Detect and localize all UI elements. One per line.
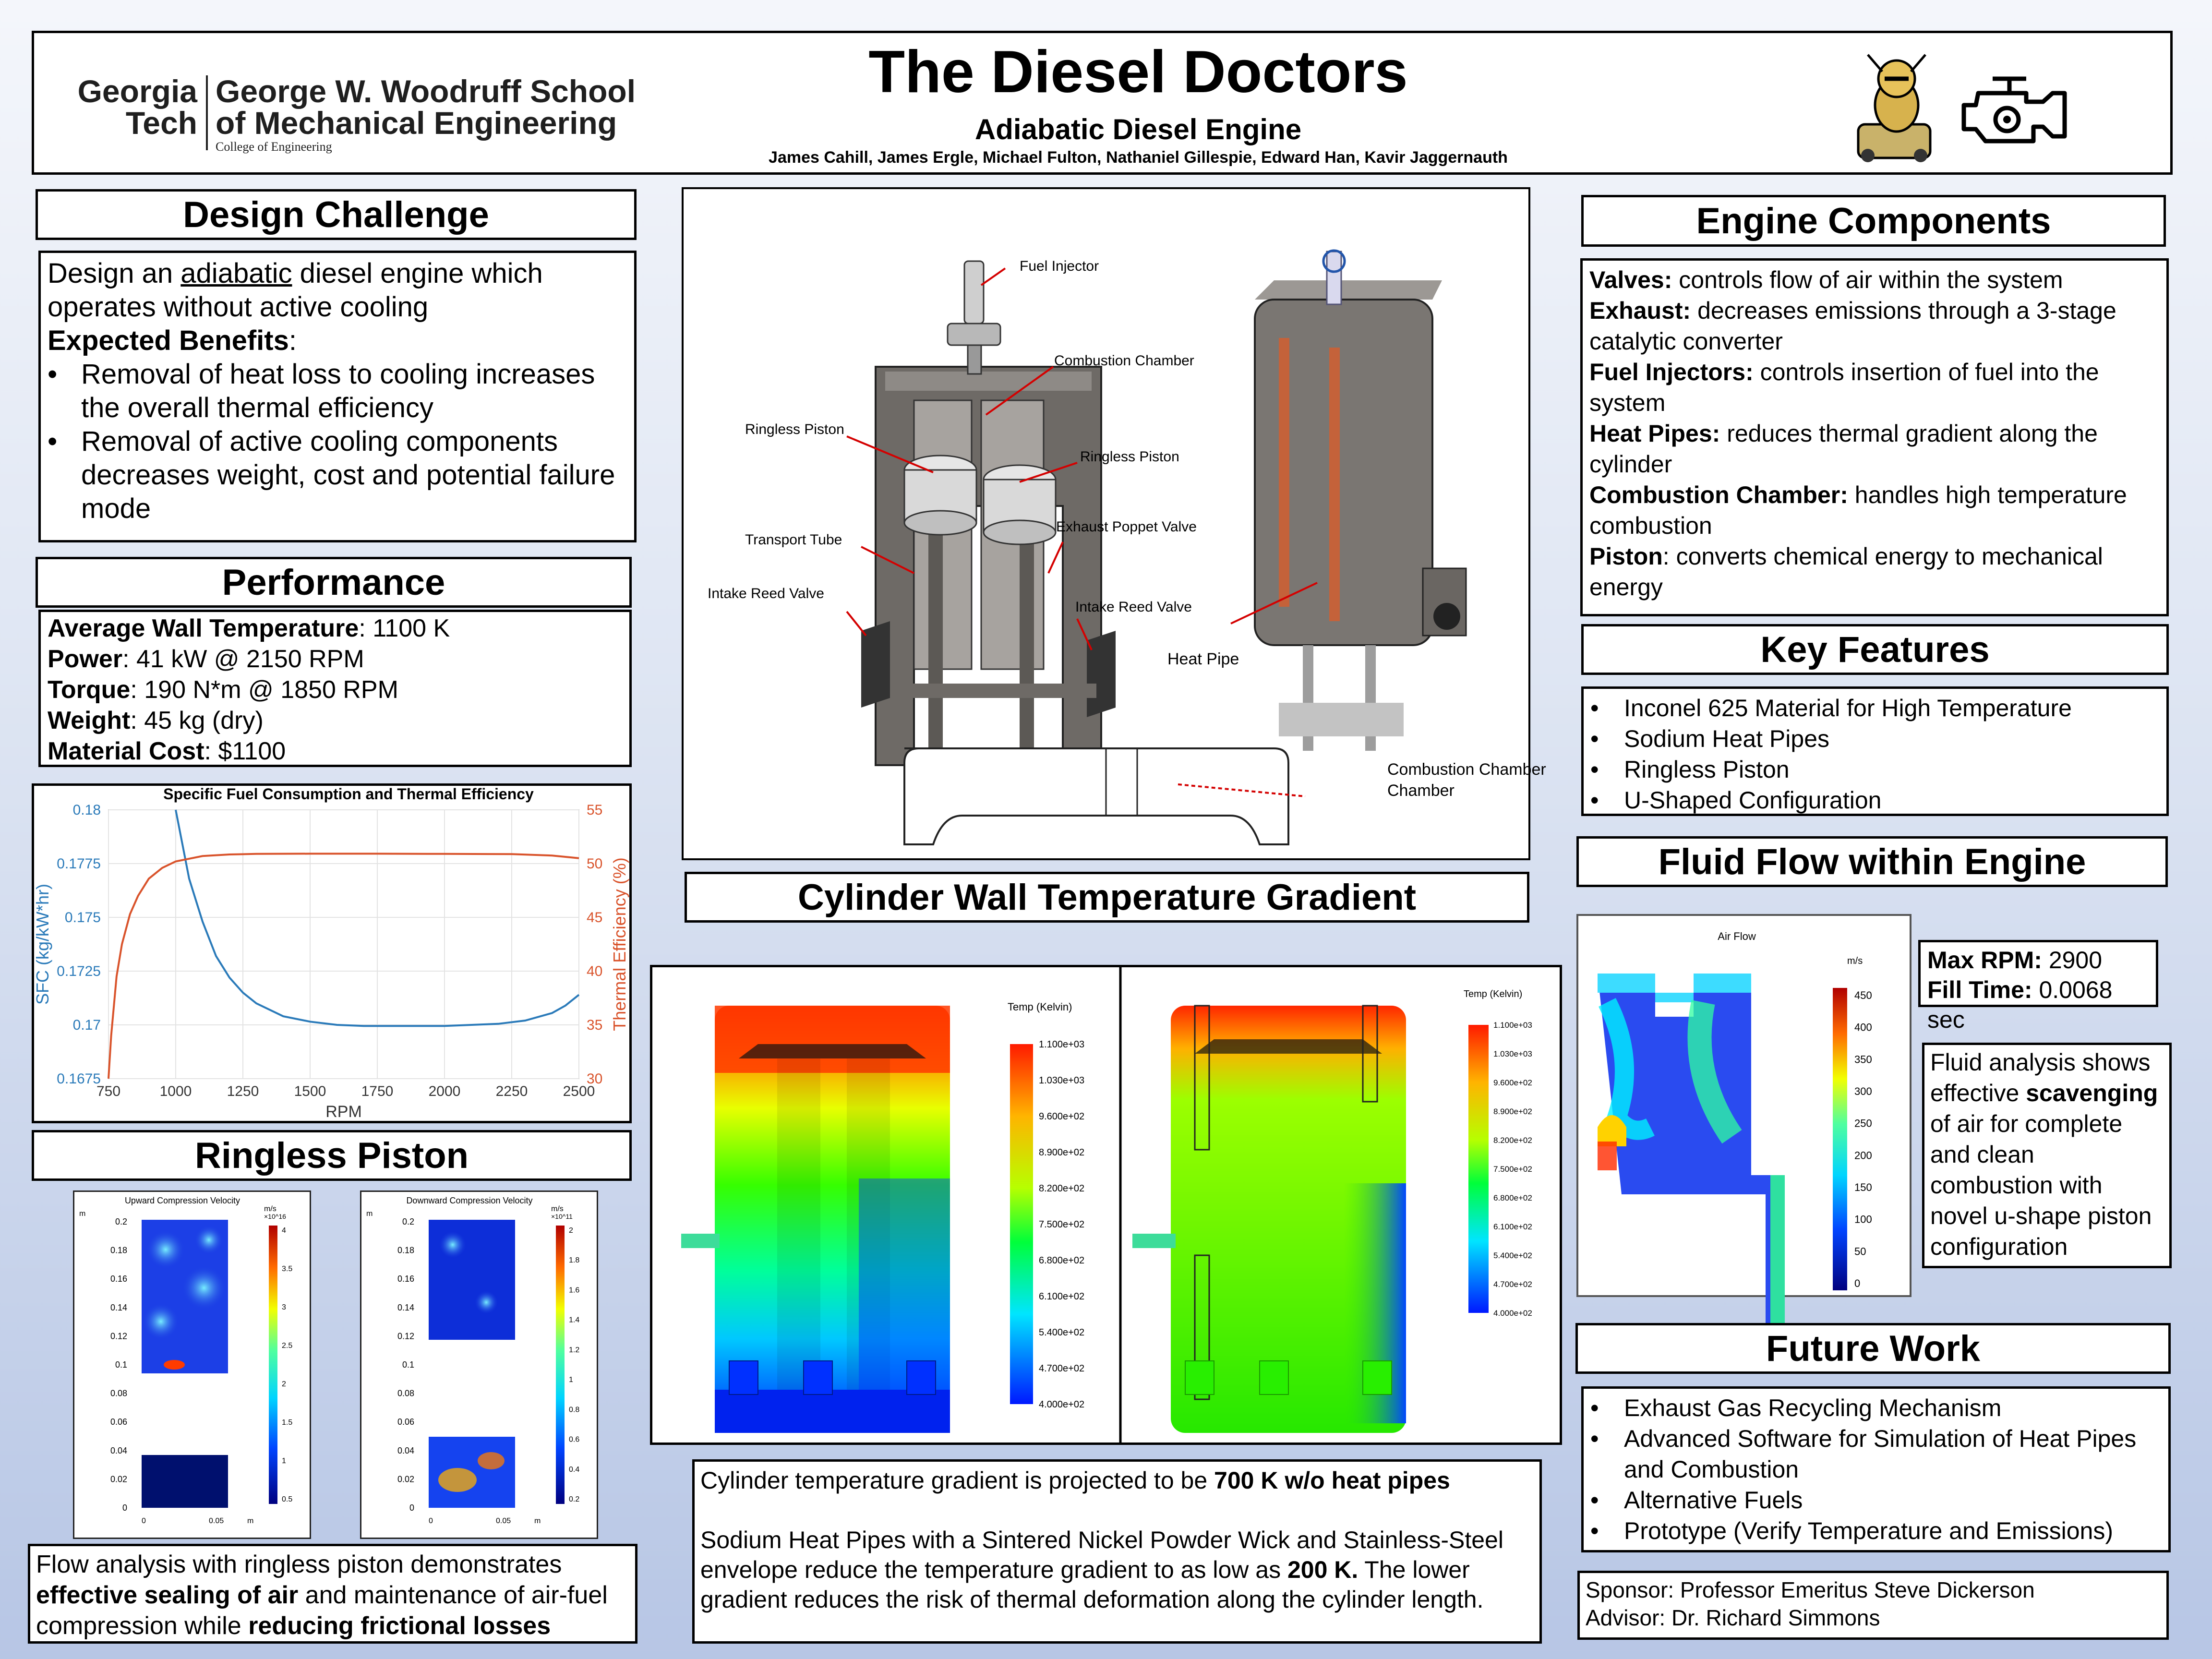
piston-gap [142,1373,228,1455]
list-item: • U-Shaped Configuration [1624,785,2160,816]
comp-text: reduces thermal gradient along the cylinder [1589,420,2098,478]
college-name: College of Engineering [216,140,332,154]
y-tick-label-right: 55 [587,802,603,818]
features-heading: Key Features [1581,624,2169,675]
plot-title: Air Flow [1718,930,1756,942]
scale-tick: 1 [569,1376,573,1384]
engine-cutaway [861,261,1116,765]
engine-exterior [1255,251,1466,751]
temp-scale-tick: 1.100e+03 [1039,1039,1085,1050]
temp-scale-tick: 8.200e+02 [1493,1136,1532,1145]
air-scale-tick: 400 [1854,1021,1872,1034]
scale-tick: 0.2 [569,1495,580,1503]
air-flow-plot [1576,914,1911,1297]
ringless-heading: Ringless Piston [32,1130,632,1181]
y-tick: 0.1 [115,1360,127,1370]
y-tick: 0.16 [110,1274,127,1284]
axis-unit: m [247,1517,254,1525]
sfc-efficiency-chart [34,786,629,1121]
design-challenge-heading: Design Challenge [36,189,637,240]
components-box [1580,258,2169,616]
plot-area [108,810,579,1079]
temp-scale-tick: 8.900e+02 [1039,1147,1085,1158]
grad-text1-a: Cylinder temperature gradient is projected to be [700,1467,1214,1494]
y-axis-label-left: SFC (kg/kW*hr) [33,884,52,1005]
heatpipe-model [1132,1006,1406,1433]
list-item: • Removal of heat loss to cooling increases the overall thermal efficiency [81,358,627,425]
air-scale-tick: 100 [1854,1213,1872,1226]
scale-tick: 2 [569,1226,573,1235]
legend-title: Temp (Kelvin) [1008,1001,1072,1013]
axis-unit: m [79,1210,86,1218]
x-tick: 0 [142,1517,146,1525]
engine-icon [1959,74,2069,156]
y-tick-label-right: 40 [587,963,603,979]
y-tick: 0.2 [115,1217,127,1226]
list-item: • Prototype (Verify Temperature and Emissions) [1624,1515,2162,1546]
temp-scale-tick: 6.800e+02 [1039,1255,1085,1266]
x-tick: 0 [429,1517,433,1525]
cad-label-chamber-line2: Chamber [1387,781,1455,800]
x-tick: 0.05 [209,1517,224,1525]
scale-unit: m/s [1847,956,1863,966]
list-item: • Removal of active cooling components decreases weight, cost and potential failure mode [81,425,627,526]
temp-scale-tick: 4.700e+02 [1039,1363,1085,1374]
scale-tick: 1.5 [282,1419,293,1427]
list-item: • Inconel 625 Material for High Temperature [1624,693,2160,723]
scale-tick: 3.5 [282,1265,293,1273]
cad-label-exhaust-poppet-valve: Exhaust Poppet Valve [1056,519,1197,535]
temp-scale-tick: 6.800e+02 [1493,1193,1532,1202]
temp-scale-tick: 1.100e+03 [1493,1021,1532,1030]
scale-tick: 0.4 [569,1465,580,1474]
perf-value: : 41 kW @ 2150 RPM [122,645,364,673]
comp-label: Combustion Chamber: [1589,481,1848,508]
no-heatpipe-model [681,1006,950,1433]
scale-tick: 0.6 [569,1435,580,1444]
scale-tick: 3 [282,1303,286,1311]
list-item: • Alternative Fuels [1624,1485,2162,1515]
temp-scale-tick: 9.600e+02 [1493,1078,1532,1087]
cad-label-heat-pipe: Heat Pipe [1167,650,1239,668]
caption-c: and maintenance of air-fuel compression while [36,1581,608,1640]
air-scale-tick: 200 [1854,1149,1872,1162]
temp-scale-tick: 7.500e+02 [1493,1165,1532,1174]
legend-title: Temp (Kelvin) [1464,989,1523,999]
fluid-desc-a: Fluid analysis shows effective [1930,1049,2151,1106]
comp-label: Exhaust: [1589,297,1691,324]
future-box [1581,1386,2171,1552]
air-scale-tick: 0 [1854,1277,1861,1289]
fill-value: 0.0068 sec [1927,976,2113,1033]
air-scale-tick: 250 [1854,1117,1872,1130]
y-tick: 0 [122,1503,127,1513]
performance-heading: Performance [36,557,632,608]
features-box [1581,686,2169,816]
comp-label: Piston [1589,543,1663,570]
temp-scale-tick: 8.900e+02 [1493,1107,1532,1116]
air-scale-tick: 150 [1854,1181,1872,1193]
rpm-label: Max RPM: [1927,947,2042,974]
scale-tick: 1.2 [569,1346,580,1354]
advisor-line: Advisor: Dr. Richard Simmons [1586,1605,1880,1630]
y-tick: 0.1 [402,1360,414,1370]
intro-text-a: Design an [48,258,181,289]
y-tick: 0.06 [110,1417,127,1427]
gt-logo-line1: Georgia [77,73,197,109]
temp-scale-tick: 9.600e+02 [1039,1111,1085,1122]
gt-logo [53,75,735,152]
sfc-chart-box [32,783,632,1123]
y-tick: 0.2 [402,1217,414,1226]
y-tick: 0.04 [110,1445,127,1455]
comp-text: decreases emissions through a 3-stage catalytic converter [1589,297,2116,355]
y-tick-label-right: 30 [587,1071,603,1087]
air-scale-tick: 50 [1854,1245,1866,1258]
gt-logo-line2: Tech [125,105,197,141]
y-tick: 0 [409,1503,414,1513]
y-tick-label-right: 50 [587,856,603,872]
y-tick: 0.18 [110,1245,127,1255]
benefits-label: Expected Benefits [48,325,289,356]
perf-label: Material Cost [48,737,204,765]
temp-scale-tick: 1.030e+03 [1039,1075,1085,1086]
perf-label: Average Wall Temperature [48,614,359,642]
temp-scale-tick: 4.700e+02 [1493,1280,1532,1289]
caption-b: effective sealing of air [36,1581,299,1609]
fluid-desc-box [1922,1043,2172,1268]
scale-tick: 4 [282,1226,286,1235]
intro-text-b: diesel engine which operates without active cooling [48,258,543,323]
upward-velocity-plot [73,1190,311,1539]
sponsor-line: Sponsor: Professor Emeritus Steve Dickerson [1586,1577,2035,1602]
temp-scale-tick: 6.100e+02 [1039,1291,1085,1302]
x-tick-label: 1500 [294,1083,326,1099]
design-challenge-box [38,251,637,542]
scale-tick: 2.5 [282,1342,293,1350]
scale-tick: 1 [282,1457,286,1465]
air-scale-tick: 350 [1854,1053,1872,1066]
x-tick: 0.05 [496,1517,511,1525]
scale-tick: 0.5 [282,1495,293,1503]
temp-scale-tick: 6.100e+02 [1493,1222,1532,1231]
perf-value: : 190 N*m @ 1850 RPM [130,676,398,704]
temp-scale-tick: 5.400e+02 [1493,1251,1532,1260]
fluid-desc-c: of air for complete and clean combustion with novel u-shape piston configuration [1930,1110,2152,1260]
grad-text2-c: The lower gradient reduces the risk of thermal deformation along the cylinder length. [700,1556,1484,1613]
temp-scale-tick: 4.000e+02 [1493,1309,1532,1318]
cad-label-fuel-injector: Fuel Injector [1020,258,1099,274]
header-banner [32,31,2173,175]
cad-label-ringless-piston-left: Ringless Piston [745,421,844,437]
sponsor-box [1577,1571,2169,1640]
gradient-caption [692,1459,1542,1644]
y-tick: 0.02 [397,1474,414,1484]
comp-text: controls flow of air within the system [1672,266,2063,293]
y-tick: 0.18 [397,1245,414,1255]
cad-figure [682,187,1546,860]
cad-label-intake-reed-valve-left: Intake Reed Valve [708,586,824,601]
downward-velocity-plot [360,1190,598,1539]
list-item: • Exhaust Gas Recycling Mechanism [1624,1393,2162,1423]
fluid-stats-box [1918,940,2158,1033]
comp-text: controls insertion of fuel into the system [1589,359,2099,416]
cad-label-intake-reed-valve-right: Intake Reed Valve [1075,599,1192,615]
scale-exp: ×10^16 [264,1213,286,1220]
buzz-mascot [1849,52,1945,163]
lower-chamber-field [142,1455,228,1508]
temp-color-scale [1010,1044,1033,1404]
y-tick-label-left: 0.18 [72,802,101,818]
piston-gap [429,1355,515,1437]
benefits-list [48,358,627,526]
y-tick: 0.06 [397,1417,414,1427]
fluid-desc-b: scavenging [2026,1080,2158,1106]
x-tick-label: 1000 [159,1083,192,1099]
temp-scale-tick: 8.200e+02 [1039,1183,1085,1194]
plot-title: Downward Compression Velocity [406,1196,533,1205]
axis-unit: m [534,1517,541,1525]
comp-text: : converts chemical energy to mechanical energy [1589,543,2103,601]
x-tick-label: 2250 [495,1083,528,1099]
y-tick: 0.02 [110,1474,127,1484]
school-name-line2: of Mechanical Engineering [216,105,617,141]
y-tick: 0.04 [397,1445,414,1455]
y-tick-label-left: 0.1675 [57,1071,101,1087]
x-tick-label: 2000 [428,1083,461,1099]
perf-value: : 45 kg (dry) [130,707,264,734]
y-tick-label-left: 0.17 [72,1017,101,1033]
y-tick: 0.14 [110,1302,127,1312]
y-tick: 0.08 [110,1388,127,1398]
perf-value: : 1100 K [359,614,450,642]
air-scale-tick: 300 [1854,1085,1872,1097]
axis-unit: m [366,1210,373,1218]
scale-tick: 2 [282,1380,286,1388]
scale-unit: m/s [551,1205,564,1213]
fill-label: Fill Time: [1927,976,2032,1003]
gradient-figure [650,965,1562,1445]
grad-text2-a: Sodium Heat Pipes with a Sintered Nickel Powder Wick and Stainless-Steel envelope reduce the temperature gradient to as low as [700,1527,1503,1583]
y-tick: 0.16 [397,1274,414,1284]
caption-d: reducing frictional losses [248,1612,551,1640]
school-name-line1: George W. Woodruff School [216,73,636,109]
combustion-chamber-section [904,748,1288,844]
y-tick-label-left: 0.1775 [57,856,101,872]
grad-text1-b: 700 K w/o heat pipes [1214,1467,1450,1494]
y-tick-label-left: 0.1725 [57,963,101,979]
caption-a: Flow analysis with ringless piston demonstrates [36,1551,562,1578]
air-scale-tick: 450 [1854,989,1872,1001]
air-color-scale [1833,988,1847,1290]
temp-scale-tick: 5.400e+02 [1039,1327,1085,1338]
fluid-heading: Fluid Flow within Engine [1576,836,2168,887]
gradient-heading: Cylinder Wall Temperature Gradient [685,872,1529,923]
chart-title: Specific Fuel Consumption and Thermal Efficiency [163,785,534,803]
scale-unit: m/s [264,1205,276,1213]
x-tick-label: 2500 [563,1083,595,1099]
temp-scale-tick: 7.500e+02 [1039,1219,1085,1230]
cad-label-combustion-chamber: Combustion Chamber [1054,353,1194,369]
scale-tick: 1.8 [569,1256,580,1265]
y-tick: 0.14 [397,1302,414,1312]
cad-label-combustion-chamber-section: Combustion Chamber [1387,760,1546,779]
authors: James Cahill, James Ergle, Michael Fulton, Nathaniel Gillespie, Edward Han, Kavir Jaggernauth [769,148,1508,167]
perf-value: : $1100 [204,737,286,765]
scale-tick: 0.8 [569,1406,580,1414]
perf-label: Torque [48,676,131,704]
list-item: • Advanced Software for Simulation of Heat Pipes and Combustion [1624,1423,2162,1485]
perf-label: Weight [48,707,131,734]
grad-text2-b: 200 K. [1287,1556,1358,1583]
temp-color-scale [1468,1025,1489,1313]
scale-exp: ×10^11 [551,1213,573,1220]
y-tick-label-right: 45 [587,910,603,926]
x-tick-label: 1750 [361,1083,394,1099]
poster-title: The Diesel Doctors [868,39,1408,105]
components-heading: Engine Components [1581,195,2166,247]
scale-tick: 1.6 [569,1286,580,1295]
poster-subtitle: Adiabatic Diesel Engine [974,113,1302,145]
benefits-colon: : [289,325,297,356]
color-scale [556,1226,565,1504]
perf-label: Power [48,645,123,673]
y-tick-label-right: 35 [587,1017,603,1033]
cad-drawing [684,189,1546,858]
y-tick: 0.12 [397,1331,414,1341]
x-tick-label: 1250 [227,1083,259,1099]
list-item: • Sodium Heat Pipes [1624,723,2160,754]
y-tick-label-left: 0.175 [64,910,101,926]
comp-text: handles high temperature combustion [1589,481,2127,539]
list-item: • Ringless Piston [1624,754,2160,785]
y-axis-label-right: Thermal Efficiency (%) [610,857,629,1031]
temp-scale-tick: 1.030e+03 [1493,1049,1532,1058]
x-axis-label: RPM [325,1103,362,1121]
performance-box [38,610,632,767]
cad-label-ringless-piston-right: Ringless Piston [1080,449,1179,465]
rpm-value: 2900 [2042,947,2103,974]
future-heading: Future Work [1575,1323,2171,1374]
y-tick: 0.12 [110,1331,127,1341]
comp-label: Heat Pipes: [1589,420,1720,447]
color-scale [269,1226,277,1504]
cad-label-transport-tube: Transport Tube [745,532,842,548]
adiabatic-term: adiabatic [180,258,292,289]
plot-title: Upward Compression Velocity [124,1196,240,1205]
ringless-caption [28,1544,637,1644]
temp-scale-tick: 4.000e+02 [1039,1399,1085,1410]
x-tick-label: 750 [96,1083,121,1099]
comp-label: Fuel Injectors: [1589,359,1754,385]
y-tick: 0.08 [397,1388,414,1398]
comp-label: Valves: [1589,266,1672,293]
scale-tick: 1.4 [569,1316,580,1324]
